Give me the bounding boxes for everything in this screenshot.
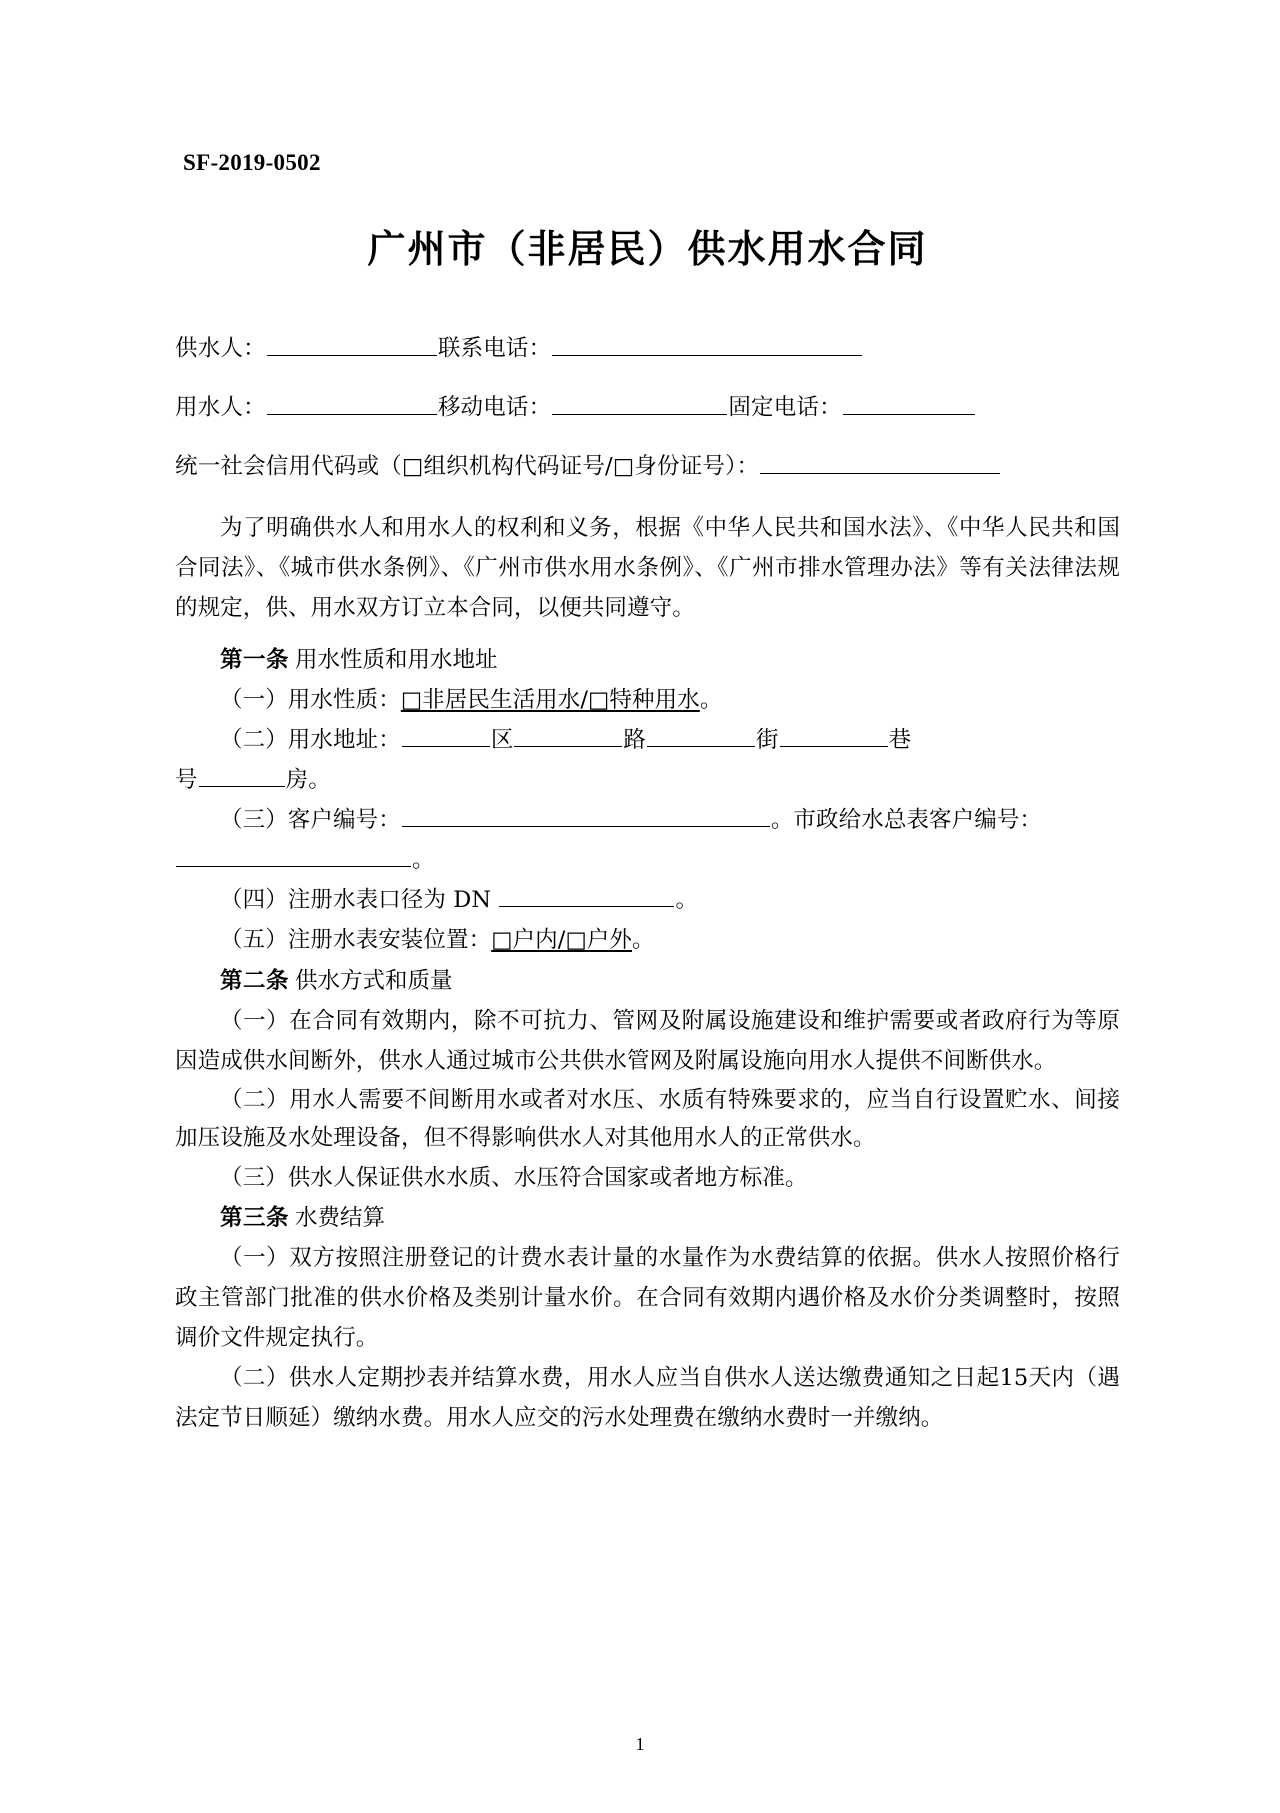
article-1-item-2-line-1 [175,720,1120,760]
address-district-input[interactable] [402,723,490,748]
address-number-input[interactable] [199,763,285,788]
article-1-item-2-line-2 [175,760,1120,800]
article-1-item-3-line-2 [175,840,1120,880]
user-name-input[interactable] [267,390,437,415]
article-1-item-3-line-1 [175,800,1120,840]
address-street-input[interactable] [647,723,755,748]
addr-seg-lu: 路 [623,727,647,754]
addr-seg-xiang: 巷 [888,727,912,754]
user-fixed-phone-input[interactable] [843,390,975,415]
supplier-phone-label: 联系电话： [437,335,552,362]
item-1-1-suffix: 。 [699,687,723,714]
article-3-paragraph-1: （一）双方按照注册登记的计费水表计量的水量作为水费结算的依据。供水人按照价格行政主管部门批准的供水价格及类别计量水价。在合同有效期内遇价格及水价分类调整时，按照调价文件规定执行。 [175,1245,1120,1352]
user-mobile-label: 移动电话： [437,394,552,421]
item-1-1-prefix: （一）用水性质： [220,687,401,714]
item-1-3-prefix: （三）客户编号： [220,807,401,834]
article-1-item-5 [175,920,1120,960]
item-1-3-mid: 。市政给水总表客户编号： [770,807,1043,834]
page-title: 广州市（非居民）供水用水合同 [367,227,928,271]
preamble-paragraph: 为了明确供水人和用水人的权利和义务，根据《中华人民共和国水法》、《中华人民共和国合同法》、《城市供水条例》、《广州市供水用水条例》、《广州市排水管理办法》等有关法律法规的规定，供、用水双方订立本合同，以便共同遵守。 [175,515,1120,622]
article-2-heading [175,961,1120,1001]
credit-code-input[interactable] [760,449,1000,474]
main-meter-customer-number-input[interactable] [176,843,411,868]
article-3-number: 第三条 [220,1205,290,1232]
user-mobile-input[interactable] [552,390,727,415]
article-1-item-1 [175,680,1120,720]
address-road-input[interactable] [514,723,622,748]
user-label: 用水人： [175,394,266,421]
article-3-heading [175,1198,1120,1238]
article-3-paragraph-2: （二）供水人定期抄表并结算水费，用水人应当自供水人送达缴费通知之日起15天内（遇法定节日顺延）缴纳水费。用水人应交的污水处理费在缴纳水费时一并缴纳。 [175,1365,1120,1432]
user-fixed-label: 固定电话： [728,394,842,421]
article-1-heading [175,640,1120,680]
addr-seg-qu: 区 [490,727,514,754]
credit-code-label: 统一社会信用代码或（□组织机构代码证号/□身份证号）： [175,453,760,480]
article-1-number: 第一条 [220,647,290,674]
item-1-4-suffix: 。 [675,887,699,914]
article-2-paragraph-1: （一）在合同有效期内，除不可抗力、管网及附属设施建设和维护需要或者政府行为等原因造成供水间断外，供水人通过城市公共供水管网及附属设施向用水人提供不间断供水。 [175,1007,1120,1074]
meter-location-checkboxes[interactable]: □户内/□户外 [491,927,633,954]
user-field-row [175,390,1120,423]
supplier-label: 供水人： [175,335,266,362]
article-2-paragraph-3: （三）供水人保证供水水质、水压符合国家或者地方标准。 [220,1165,808,1192]
addr-seg-fang: 房。 [285,767,331,794]
item-1-2-prefix: （二）用水地址： [220,727,401,754]
item-1-5-prefix: （五）注册水表安装位置： [220,927,492,954]
credit-code-row [175,449,1120,482]
customer-number-input[interactable] [402,803,770,828]
addr-seg-hao: 号 [175,767,198,794]
water-nature-checkboxes[interactable]: □非居民生活用水/□特种用水 [400,687,700,714]
addr-seg-jie: 街 [756,727,779,754]
article-2-title: 供水方式和质量 [295,967,453,994]
supplier-field-row [175,331,1120,364]
supplier-phone-input[interactable] [552,331,862,356]
article-3-title: 水费结算 [295,1205,386,1232]
item-1-5-suffix: 。 [632,927,655,954]
page-number: 1 [635,1734,645,1754]
document-code: SF-2019-0502 [183,150,321,175]
item-1-3-suffix: 。 [412,847,435,874]
article-1-title: 用水性质和用水地址 [295,647,498,674]
article-1-item-4 [175,880,1120,920]
address-lane-input[interactable] [780,723,888,748]
article-2-paragraph-2: （二）用水人需要不间断用水或者对水压、水质有特殊要求的，应当自行设置贮水、间接加压设施及水处理设备，但不得影响供水人对其他用水人的正常供水。 [175,1086,1120,1152]
item-1-4-prefix: （四）注册水表口径为 DN [220,887,492,914]
supplier-name-input[interactable] [267,331,437,356]
meter-diameter-input[interactable] [499,883,674,908]
article-2-number: 第二条 [220,967,290,994]
